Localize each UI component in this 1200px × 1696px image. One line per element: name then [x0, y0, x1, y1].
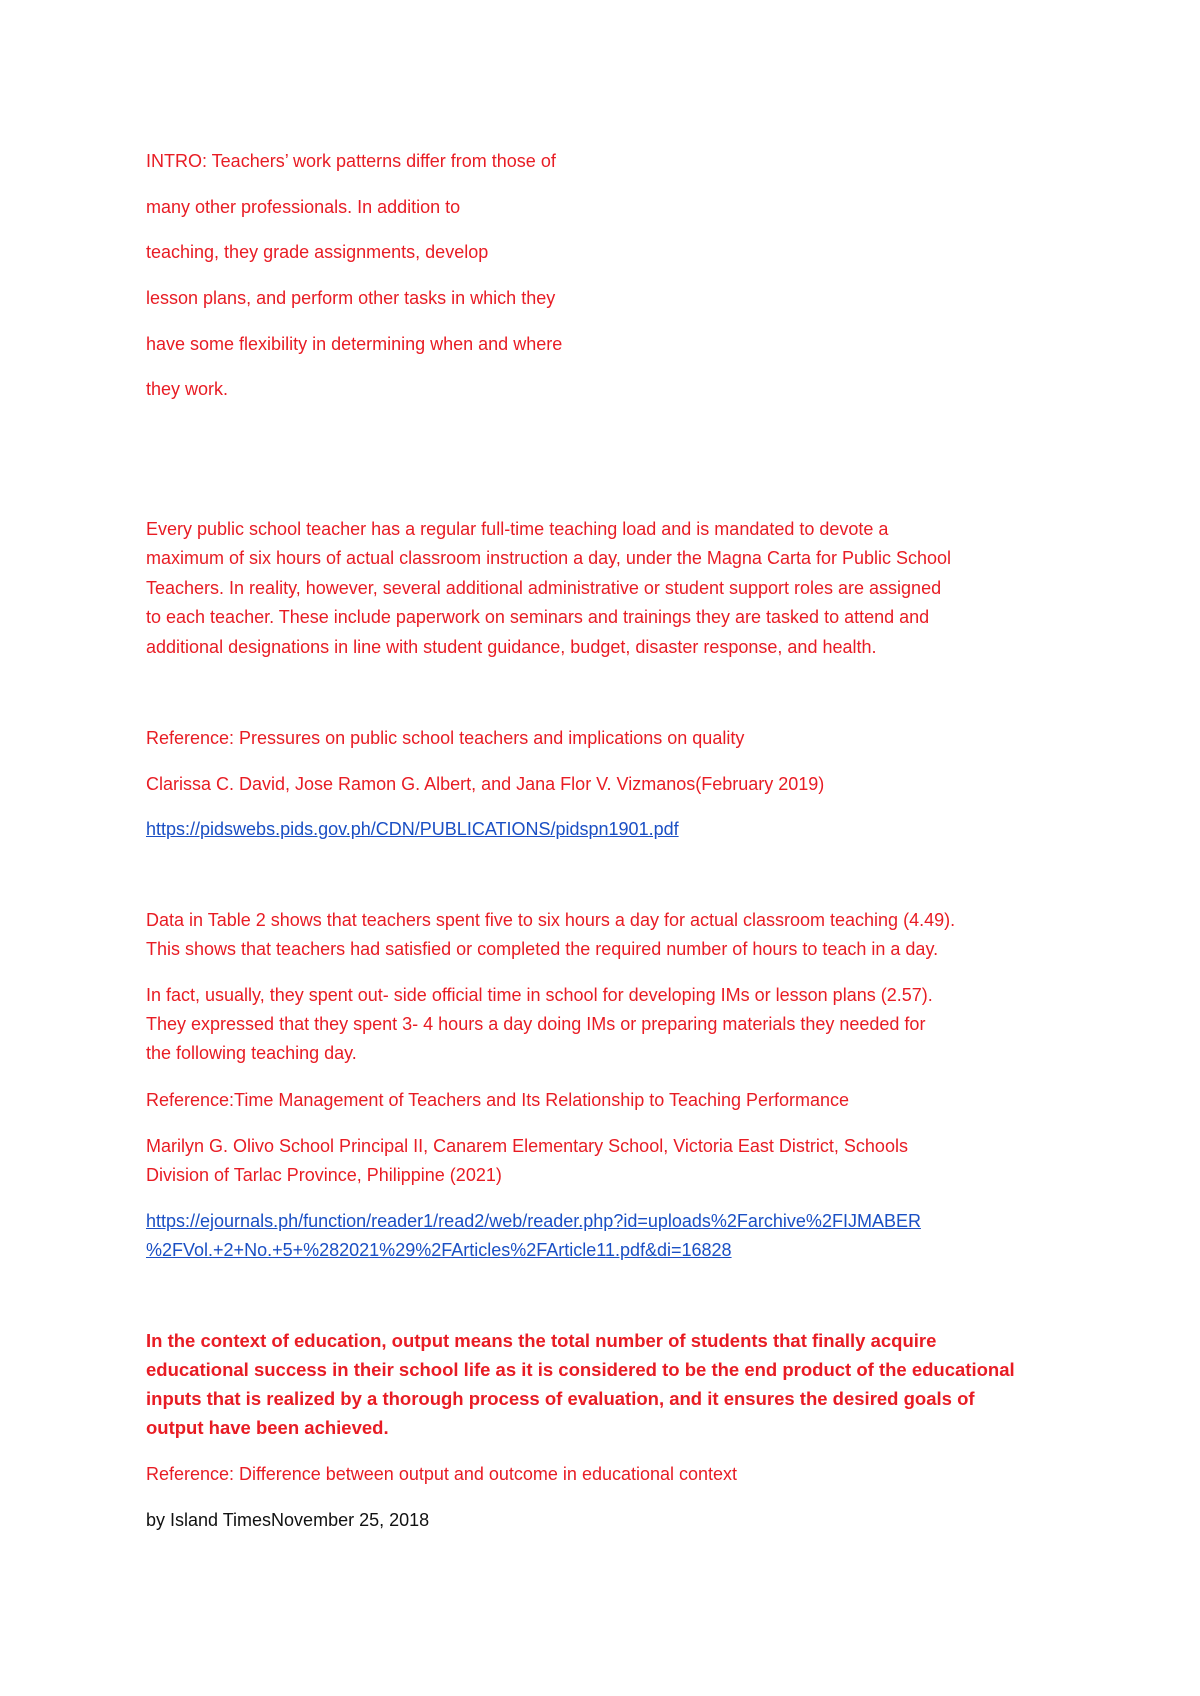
reference-link-line[interactable]: https://ejournals.ph/function/reader1/read2/web/reader.php?id=uploads%2Farchive%2FIJMABER — [146, 1211, 921, 1231]
intro-line: lesson plans, and perform other tasks in which they — [146, 288, 556, 308]
section1-line: Every public school teacher has a regular full-time teaching load and is mandated to devote a — [146, 519, 889, 539]
section1-line: maximum of six hours of actual classroom instruction a day, under the Magna Carta for Public School — [146, 548, 952, 568]
reference-title: Reference:Time Management of Teachers and Its Relationship to Teaching Performance — [146, 1090, 850, 1110]
intro-line: teaching, they grade assignments, develop — [146, 242, 489, 262]
section3-bold-line: educational success in their school life as it is considered to be the end product of the educational — [146, 1359, 1015, 1380]
reference-authors: Marilyn G. Olivo School Principal II, Canarem Elementary School, Victoria East District, Schools — [146, 1136, 908, 1156]
section3-bold-line: In the context of education, output means the total number of students that finally acquire — [146, 1330, 937, 1351]
reference-link-line[interactable]: %2FVol.+2+No.+5+%282021%29%2FArticles%2FArticle11.pdf&di=16828 — [146, 1240, 732, 1260]
section1-line: to each teacher. These include paperwork on seminars and trainings they are tasked to attend and — [146, 607, 930, 627]
byline: by Island TimesNovember 25, 2018 — [146, 1510, 430, 1530]
reference-title: Reference: Pressures on public school teachers and implications on quality — [146, 728, 745, 748]
intro-line: INTRO: Teachers’ work patterns differ from those of — [146, 151, 556, 171]
reference-authors: Division of Tarlac Province, Philippine (2021) — [146, 1165, 502, 1185]
section2-line: the following teaching day. — [146, 1043, 357, 1063]
section3-bold-line: inputs that is realized by a thorough process of evaluation, and it ensures the desired goals of — [146, 1388, 975, 1409]
intro-line: have some flexibility in determining when and where — [146, 334, 563, 354]
intro-line: many other professionals. In addition to — [146, 197, 461, 217]
section2-line: Data in Table 2 shows that teachers spent five to six hours a day for actual classroom teaching (4.49). — [146, 910, 956, 930]
reference-link[interactable]: https://pidswebs.pids.gov.ph/CDN/PUBLICATIONS/pidspn1901.pdf — [146, 819, 679, 839]
section2-line: They expressed that they spent 3- 4 hours a day doing IMs or preparing materials they needed for — [146, 1014, 926, 1034]
section3-bold-line: output have been achieved. — [146, 1417, 389, 1438]
section1-line: additional designations in line with student guidance, budget, disaster response, and health. — [146, 637, 877, 657]
section2-line: This shows that teachers had satisfied or completed the required number of hours to teach in a day. — [146, 939, 939, 959]
reference-authors: Clarissa C. David, Jose Ramon G. Albert, and Jana Flor V. Vizmanos(February 2019) — [146, 774, 825, 794]
intro-line: they work. — [146, 379, 229, 399]
reference-title: Reference: Difference between output and outcome in educational context — [146, 1464, 738, 1484]
section2-line: In fact, usually, they spent out- side official time in school for developing IMs or lesson plans (2.57). — [146, 985, 933, 1005]
section1-line: Teachers. In reality, however, several additional administrative or student support roles are assigned — [146, 578, 942, 598]
